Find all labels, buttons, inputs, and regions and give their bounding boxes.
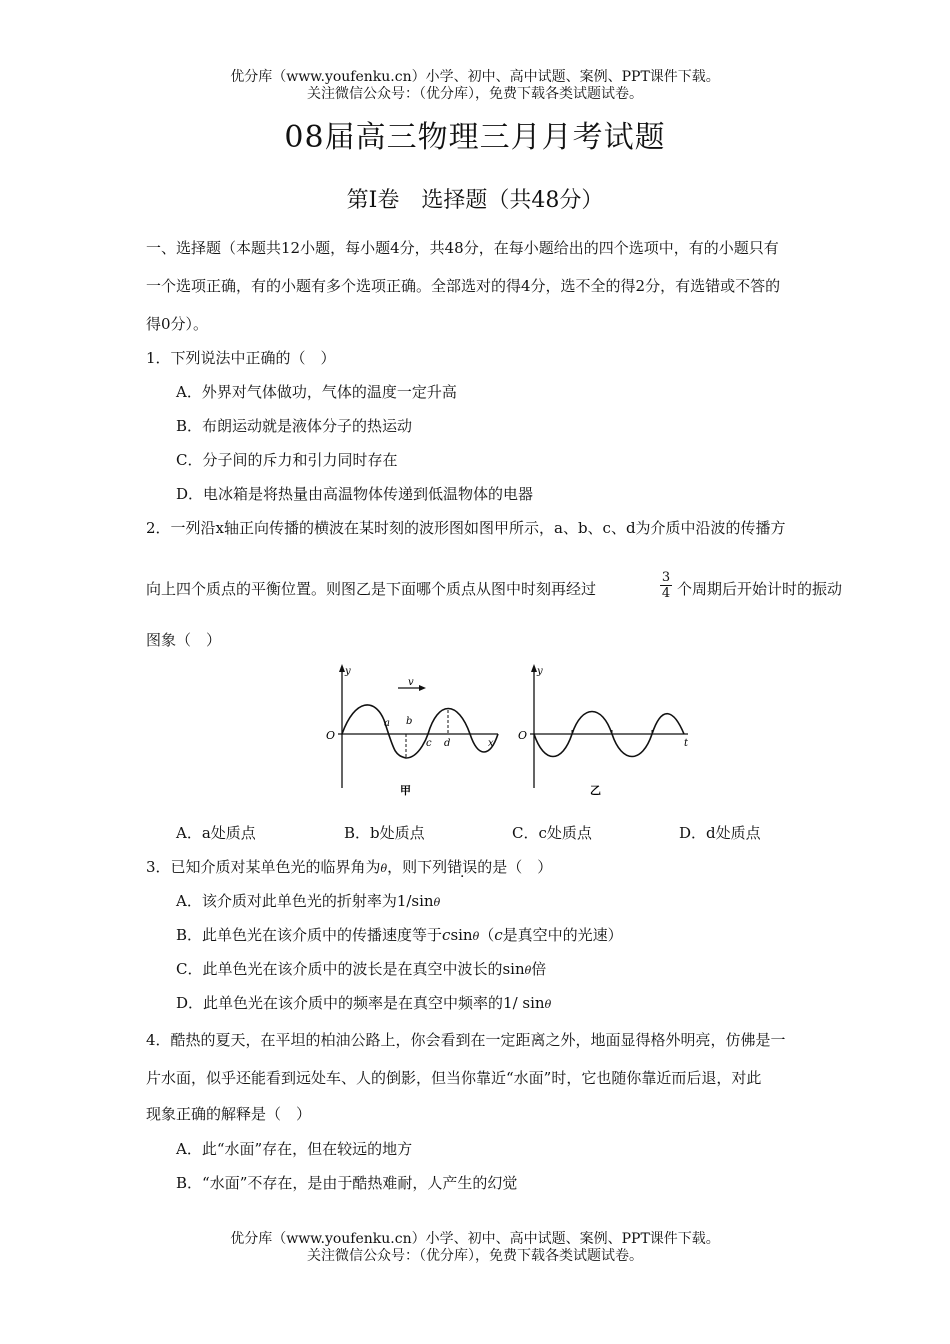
label-origin: O [518, 729, 528, 742]
label-c: c [426, 738, 432, 749]
wave-figure-yi [512, 660, 697, 800]
q3-stem-post: 的是（ ） [477, 858, 553, 876]
velocity-arrowhead [419, 685, 426, 691]
label-y: y [537, 666, 543, 677]
q2-fraction [660, 570, 672, 601]
q3-option-c [176, 958, 546, 979]
q1-stem: 1．下列说法中正确的（ ） [146, 349, 336, 367]
symbol-c-2: c [494, 926, 503, 944]
q2-line-1: 2．一列沿x轴正向传播的横波在某时刻的波形图如图甲所示，a、b、c、d为介质中沿波的传播方 [146, 519, 786, 537]
wave-curve [342, 705, 498, 758]
q2-line-3: 图象（ ） [146, 631, 222, 649]
q3-option-a [176, 890, 440, 911]
q3-option-b [176, 924, 623, 945]
label-y: y [345, 666, 351, 677]
q2-option-c: C．c处质点 [512, 824, 592, 842]
q3-option-c-post: 倍 [531, 960, 547, 978]
q2-line-2-pre: 向上四个质点的平衡位置。则图乙是下面哪个质点从图中时刻再经过 [146, 580, 597, 598]
q1-option-d: D．电冰箱是将热量由高温物体传递到低温物体的电器 [176, 485, 534, 503]
q3-stem [146, 856, 552, 877]
q4-line-2: 片水面，似乎还能看到远处车、人的倒影，但当你靠近“水面”时，它也随你靠近而后退，对此 [146, 1069, 762, 1087]
q1-option-a: A．外界对气体做功，气体的温度一定升高 [176, 383, 457, 401]
fraction-numerator: 3 [661, 570, 671, 585]
q3-option-b-post: 是真空中的光速） [502, 926, 623, 944]
label-t: t [684, 738, 689, 749]
q2-option-d: D．d处质点 [679, 824, 761, 842]
q2-option-a: A．a处质点 [176, 824, 256, 842]
label-origin: O [326, 729, 336, 742]
label-x: x [488, 738, 494, 749]
header-line-1: 优分库（www.youfenku.cn）小学、初中、高中试题、案例、PPT课件下载。 [230, 69, 720, 85]
q3-option-a-text: A．该介质对此单色光的折射率为1/sin [176, 892, 434, 910]
q3-stem-pre: 3．已知介质对某单色光的临界角为 [146, 858, 381, 876]
instructions-line-3: 得0分）。 [146, 315, 209, 333]
symbol-c: c [442, 926, 451, 944]
q4-line-1: 4．酷热的夏天，在平坦的柏油公路上，你会看到在一定距离之外，地面显得格外明亮，仿佛是一 [146, 1031, 786, 1049]
q4-option-a: A．此“水面”存在，但在较远的地方 [176, 1140, 413, 1158]
instructions-line-2: 一个选项正确，有的小题有多个选项正确。全部选对的得4分，选不全的得2分，有选错或不答的 [146, 277, 781, 295]
q2-option-b: B．b处质点 [344, 824, 425, 842]
q1-option-b: B．布朗运动就是液体分子的热运动 [176, 417, 413, 435]
footer-line-1: 优分库（www.youfenku.cn）小学、初中、高中试题、案例、PPT课件下载。 [230, 1231, 720, 1247]
theta-symbol: θ [433, 896, 441, 909]
q3-option-d-text: D．此单色光在该介质中的频率是在真空中频率的1/ sin [176, 994, 545, 1012]
paren-open: （ [479, 926, 495, 944]
footer-line-2: 关注微信公众号：（优分库），免费下载各类试题试卷。 [307, 1248, 643, 1264]
page-title: 08届高三物理三月月考试题 [284, 120, 666, 155]
q3-option-b-text: B．此单色光在该介质中的传播速度等于 [176, 926, 443, 944]
q4-line-3: 现象正确的解释是（ ） [146, 1105, 312, 1123]
q3-stem-mid: ，则下列 [387, 858, 448, 876]
label-a: a [384, 718, 390, 729]
theta-symbol: θ [524, 964, 532, 977]
caption-yi: 乙 [590, 784, 601, 797]
q3-option-d [176, 992, 551, 1013]
caption-jia: 甲 [400, 784, 411, 797]
label-v: v [408, 677, 414, 688]
q2-line-2-post: 个周期后开始计时的振动 [677, 580, 843, 598]
instructions-line-1: 一、选择题（本题共12小题，每小题4分，共48分，在每小题给出的四个选项中，有的小题只有 [146, 239, 779, 257]
sin-text: sin [450, 926, 473, 944]
theta-symbol: θ [544, 998, 552, 1011]
theta-symbol: θ [472, 930, 480, 943]
theta-symbol: θ [380, 862, 388, 875]
q4-option-b: B．“水面”不存在，是由于酷热难耐，人产生的幻觉 [176, 1174, 518, 1192]
q3-option-c-text: C．此单色光在该介质中的波长是在真空中波长的sin [176, 960, 525, 978]
wave-figure-jia [320, 660, 505, 800]
q3-emphasis-text: 错误 [447, 858, 478, 876]
label-b: b [406, 716, 413, 727]
section-title: 第Ⅰ卷 选择题（共48分） [346, 188, 604, 213]
q1-option-c: C．分子间的斥力和引力同时存在 [176, 451, 398, 469]
q3-emphasis [447, 858, 477, 876]
fraction-denominator: 4 [661, 586, 671, 601]
header-line-2: 关注微信公众号：（优分库），免费下载各类试题试卷。 [307, 86, 643, 102]
label-d: d [444, 738, 451, 749]
